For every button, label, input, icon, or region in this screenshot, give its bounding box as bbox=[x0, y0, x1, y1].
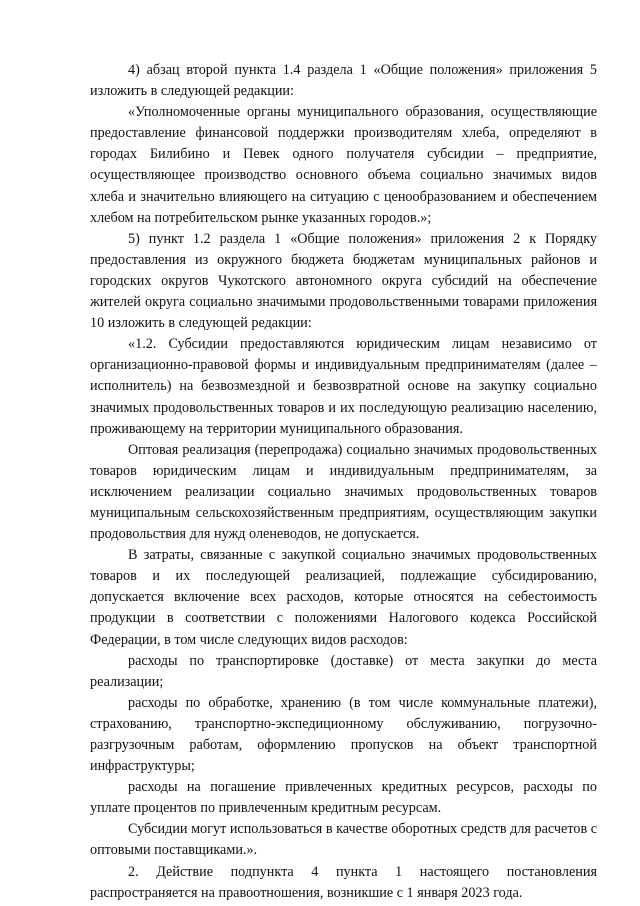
paragraph-quoted-bread-subsidy: «Уполномоченные органы муниципального образования, осуществляющие предоставление финансовой поддержки производителям хлеба, определяют в городах Билибино и Певек одного получателя субсидии – предприятие, осуществляющее производство основного объема социально значимых видов хлеба и значительно влияющего на ситуацию с ценообразованием и обеспечением хлебом на потребительском рынке указанных городов.»; bbox=[90, 104, 597, 226]
document-body bbox=[90, 60, 597, 904]
paragraph-processing-costs: расходы по обработке, хранению (в том числе коммунальные платежи), страхованию, транспортно-экспедиционному обслуживанию, погрузочно-разгрузочным работам, оформлению пропусков на объект транспортной инфраструктуры; bbox=[90, 694, 597, 775]
paragraph-credit-costs: расходы на погашение привлеченных кредитных ресурсов, расходы по уплате процентов по привлеченным кредитным ресурсам. bbox=[90, 779, 597, 817]
paragraph-wholesale: Оптовая реализация (перепродажа) социально значимых продовольственных товаров юридическим лицам и индивидуальным предпринимателям, за исключением реализации социально значимых продовольственных товаров муниципальным сельскохозяйственным предприятиям, осуществляющим закупки продовольствия для нужд оленеводов, не допускается. bbox=[90, 441, 597, 543]
paragraph-transport-costs: расходы по транспортировке (доставке) от места закупки до места реализации; bbox=[90, 652, 597, 690]
paragraph-quoted-1-2: «1.2. Субсидии предоставляются юридическим лицам независимо от организационно-правовой формы и индивидуальным предпринимателям (далее – исполнитель) на безвозмездной и безвозвратной основе на закупку социально значимых продовольственных товаров и их последующую реализацию населению, проживающему на территории муниципального образования. bbox=[90, 336, 597, 437]
paragraph-working-capital: Субсидии могут использоваться в качестве оборотных средств для расчетов с оптовыми поставщиками.». bbox=[90, 821, 597, 859]
paragraph-amendment-5: 5) пункт 1.2 раздела 1 «Общие положения» приложения 2 к Порядку предоставления из окружного бюджета бюджетам муниципальных районов и городских округов Чукотского автономного округа субсидий на обеспечение жителей округа социально значимыми продовольственными товарами приложения 10 изложить в следующей редакции: bbox=[90, 230, 597, 332]
paragraph-amendment-4: 4) абзац второй пункта 1.4 раздела 1 «Общие положения» приложения 5 изложить в следующей редакции: bbox=[90, 62, 597, 100]
paragraph-costs: В затраты, связанные с закупкой социально значимых продовольственных товаров и их последующей реализацией, подлежащие субсидированию, допускается включение всех расходов, которые относятся на себестоимость продукции в соответствии с положениями Налогового кодекса Российской Федерации, в том числе следующих видов расходов: bbox=[90, 547, 597, 648]
paragraph-effective-date: 2. Действие подпункта 4 пункта 1 настоящего постановления распространяется на правоотношения, возникшие с 1 января 2023 года. bbox=[90, 863, 597, 901]
